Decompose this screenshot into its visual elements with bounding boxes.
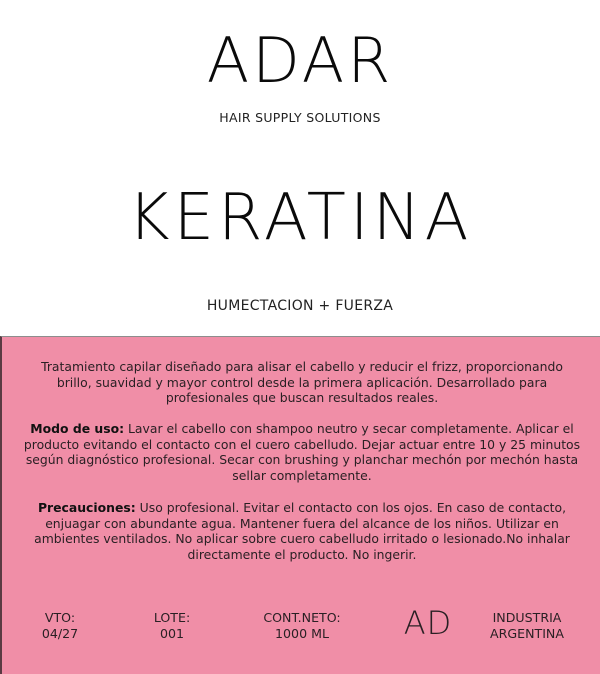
- intro-paragraph: Tratamiento capilar diseñado para alisar el cabello y reducir el frizz, proporcionando brillo, suavidad y mayor control desde la primera aplicación. Desarrollado para profesionales que buscan resultados reales.: [41, 359, 563, 406]
- brand-tagline: HAIR SUPPLY SOLUTIONS: [219, 110, 381, 125]
- logo-mark: AD: [403, 604, 453, 642]
- expiry-value: 04/27: [41, 625, 79, 641]
- product-subtitle: HUMECTACION + FUERZA: [206, 298, 394, 314]
- expiry-label: VTO:: [44, 610, 76, 625]
- info-panel: [0, 336, 600, 674]
- net-content-info: [242, 610, 362, 641]
- usage-text: Lavar el cabello con shampoo neutro y secar completamente. Aplicar el producto evitando el contacto con el cuero cabelludo. Dejar actuar entre 10 y 25 minutos según diagnóstico profesional. Secar con brushing y planchar mechón por mechón hasta sellar completamente.: [23, 421, 581, 483]
- expiry-info: [30, 610, 90, 641]
- product-name: KERATINA: [127, 181, 473, 255]
- brand-name: ADAR: [206, 24, 394, 97]
- origin-line-1: INDUSTRIA: [492, 610, 562, 625]
- lot-info: [132, 610, 212, 641]
- precautions-label: Precauciones:: [37, 500, 136, 515]
- origin-info: [472, 610, 582, 641]
- lot-value: 001: [159, 625, 185, 641]
- precautions-text: Uso profesional. Evitar el contacto con los ojos. En caso de contacto, enjuagar con abundante agua. Mantener fuera del alcance de los niños. Utilizar en ambientes ventilados. No aplicar sobre cuero cabelludo irritado o lesionado.No inhalar directamente el producto. No ingerir.: [34, 500, 570, 562]
- usage-paragraph: [22, 421, 582, 483]
- precautions-paragraph: [22, 500, 582, 562]
- origin-line-2: ARGENTINA: [490, 625, 564, 641]
- lot-label: LOTE:: [153, 610, 191, 625]
- usage-label: Modo de uso:: [30, 421, 125, 436]
- net-content-label: CONT.NETO:: [263, 610, 341, 625]
- net-content-value: 1000 ML: [275, 625, 329, 641]
